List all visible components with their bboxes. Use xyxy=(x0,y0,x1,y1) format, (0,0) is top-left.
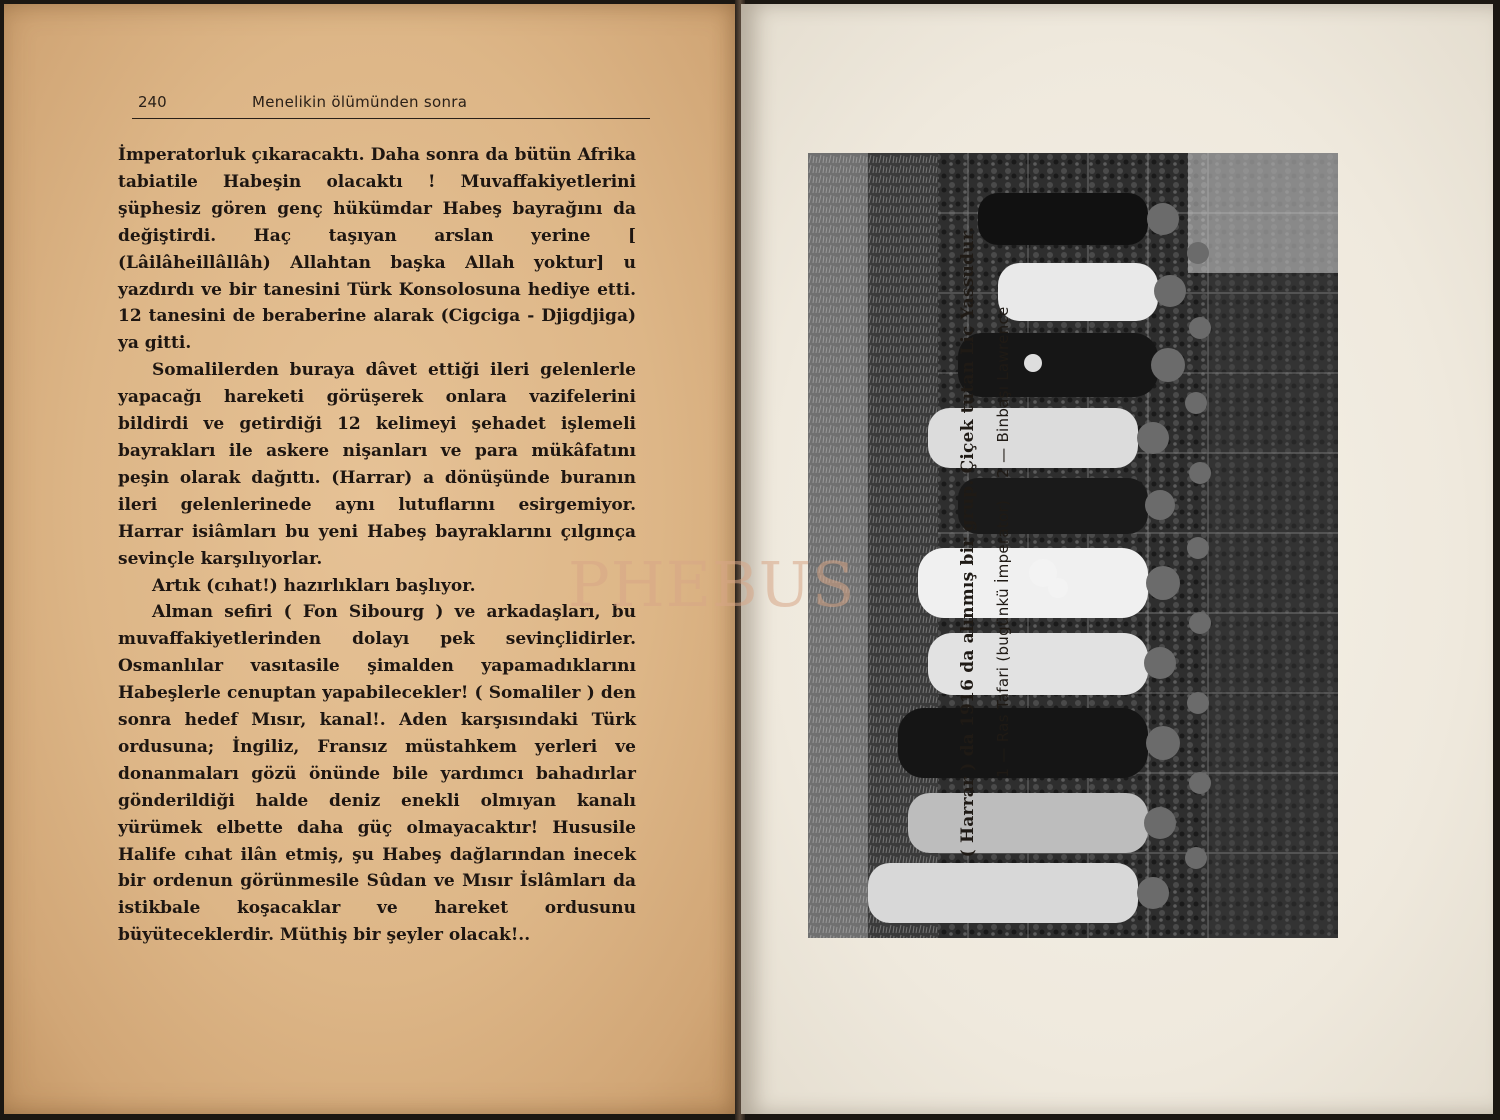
group-photograph xyxy=(808,153,1338,938)
paragraph-3: Artık (cıhat!) hazırlıkları başlıyor. xyxy=(152,575,476,596)
running-head xyxy=(132,92,650,119)
legend-person-1: 1 — Ras Tafari (bugünkü İmperator) xyxy=(994,499,1012,778)
page-number: 240 xyxy=(138,93,167,111)
watermark-text: PHEBUS xyxy=(568,548,856,621)
paragraph-2: Somalilerden buraya dâvet ettiği ileri gelenlerle yapacağı hareketi görüşerek onlara vazifelerini bildirdi ve getirdiği 12 kelimeyi şehadet işlemeli bayrakları ile askere nişanları ve para mükâfatını peşin olarak dağıttı. (Harrar) a dönüşünde buranın ileri gelenlerinede aynı lutuflarını esirgemiyor. Harrar isiâmları bu yeni Habeş bayraklarını çılgınça sevinçle karşılıyorlar. xyxy=(118,360,636,569)
running-title: Menelikin ölümünden sonra xyxy=(252,93,468,111)
photo-legend xyxy=(994,132,1012,952)
body-text xyxy=(118,142,636,949)
paragraph-1: İmperatorluk çıkaracaktı. Daha sonra da bütün Afrika tabiatile Habeşin olacaktı ! Muvaffakiyetlerini şüphesiz gören genç hükümdar Habeş bayrağını da değiştirdi. Haç taşıyan arslan yerine [ (Lâilâheillâllâh) Allahtan başka Allah yoktur] u yazdırdı ve bir tanesini Türk Konsolosuna hediye etti. 12 tanesini de beraberine alarak (Cigciga - Djigdjiga) ya gitti. xyxy=(118,145,636,354)
paragraph-4: Alman sefiri ( Fon Sibourg ) ve arkadaşları, bu muvaffakiyetlerinden dolayı pek sevinçlidirler. Osmanlılar vasıtasile şimalden yapamadıklarını Habeşlerle cenuptan yapabilecekler! ( Somaliler ) den sonra hedef Mısır, kanal!. Aden karşısındaki Türk ordusuna; İngiliz, Fransız müstahkem yerleri ve donanmaları gözü önünde bile yardımcı bahadırlar gönderildiği halde deniz enekli olmıyan kanalı yürümek elbette daha güç olmayacaktır! Hususile Halife cıhat ilân etmiş, şu Habeş dağlarından inecek bir ordenun görünmesile Sûdan ve Mısır İslâmları da istikbale koşacaklar ve hareket ordusunu büyüteceklerdir. Müthiş bir şeyler olacak!.. xyxy=(118,602,636,946)
legend-person-2: 2 — Binbaşı Lawrence xyxy=(994,306,1012,478)
photograph-image xyxy=(808,153,1338,938)
photo-caption: ( Harrar ) da 1916 da alınmış bir grup. Çiçek tutan Lic Yassudur. xyxy=(958,226,978,858)
